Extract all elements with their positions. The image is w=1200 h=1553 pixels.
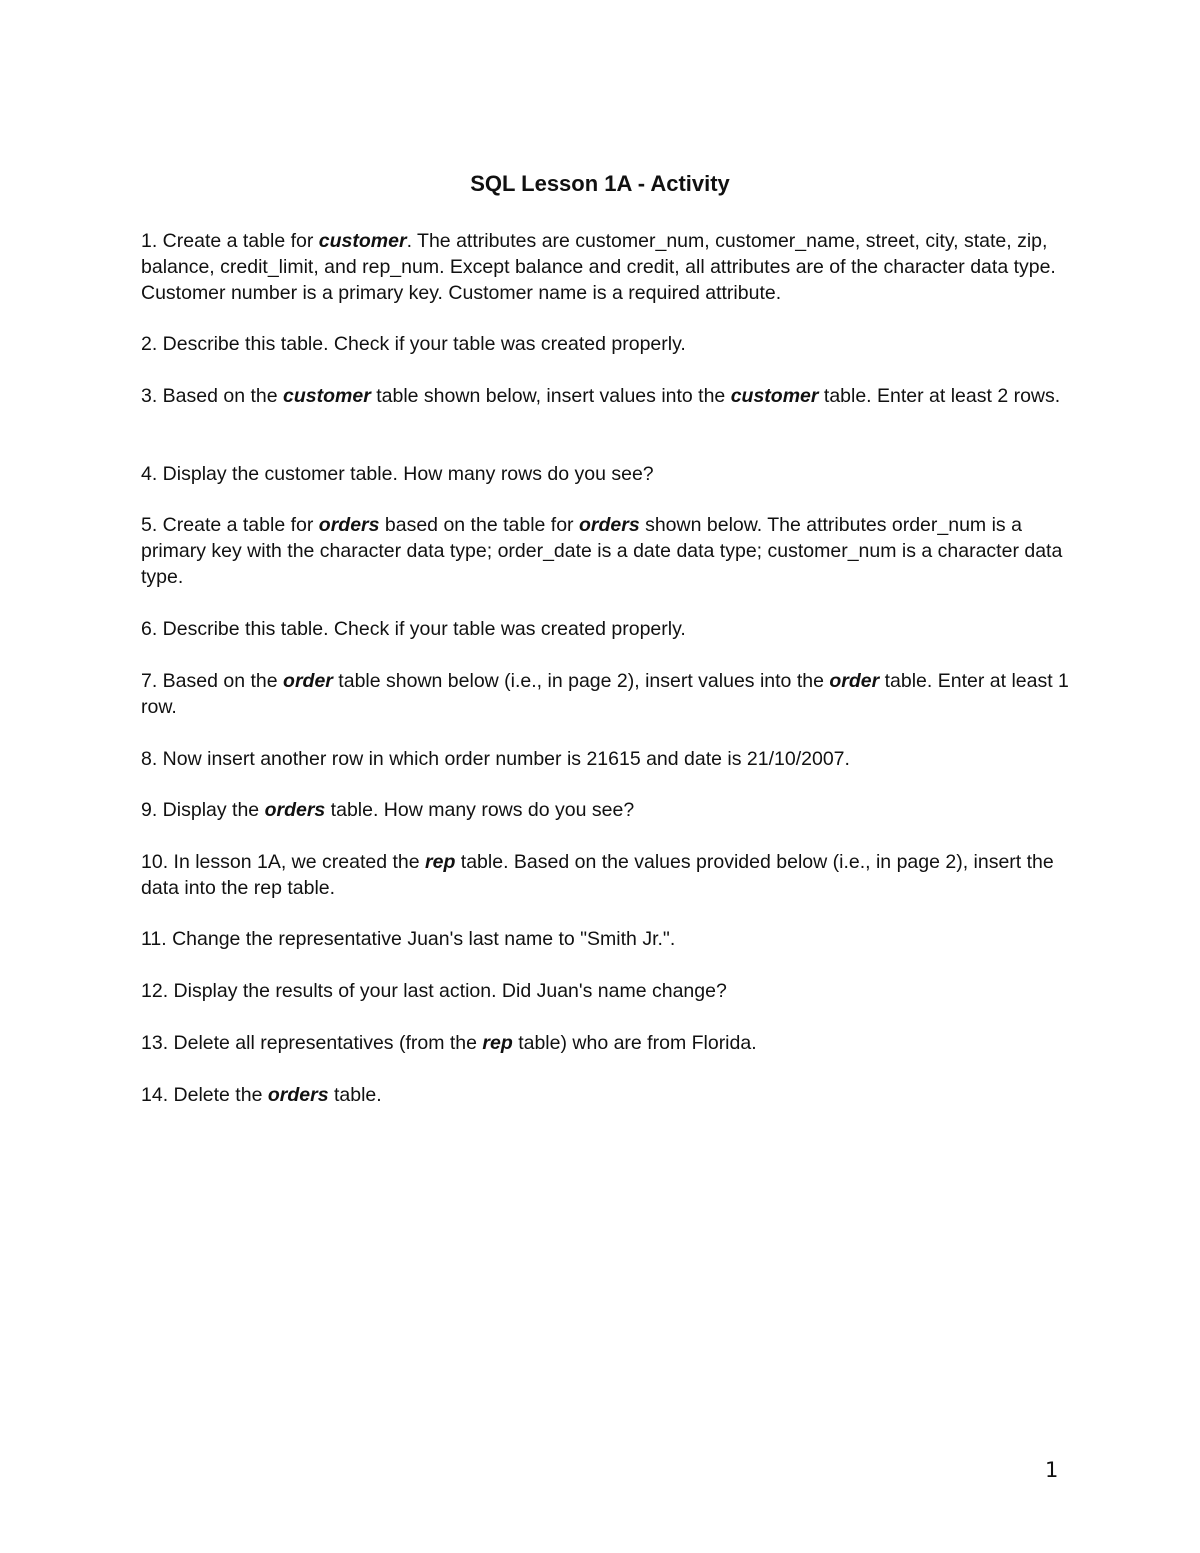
emphasis-text: order [283, 670, 333, 692]
question-text: 12. Display the results of your last action. Did Juan's name change? [141, 980, 727, 1002]
question-text: table shown below, insert values into the [370, 385, 731, 407]
question-11 [141, 926, 1071, 952]
question-text: 11. Change the representative Juan's last name to "Smith Jr.". [141, 928, 676, 950]
page-title: SQL Lesson 1A - Activity [470, 171, 730, 196]
question-text: 7. Based on the [141, 670, 284, 692]
question-text: 9. Display the [141, 799, 265, 821]
question-text: table. How many rows do you see? [325, 799, 635, 821]
question-text: 13. Delete all representatives (from the [141, 1032, 483, 1054]
question-3 [141, 383, 1071, 409]
question-text: 5. Create a table for [141, 514, 319, 536]
question-14 [141, 1082, 1071, 1108]
emphasis-text: customer [730, 385, 819, 407]
question-text: table. [328, 1084, 382, 1106]
question-text: 2. Describe this table. Check if your table was created properly. [141, 333, 686, 355]
question-text: 3. Based on the [141, 385, 284, 407]
emphasis-text: orders [578, 514, 640, 536]
question-text: shown below. The attributes order_num is a primary key with the character data type; order_date is a date data type; customer_num is a character data type. [141, 514, 1068, 588]
emphasis-text: order [829, 670, 880, 692]
emphasis-text: orders [267, 1084, 329, 1106]
page-number: 1 [1045, 1458, 1059, 1482]
question-9 [141, 797, 1071, 823]
question-text: 1. Create a table for [141, 230, 319, 252]
question-text: 8. Now insert another row in which order number is 21615 and date is 21/10/2007. [141, 748, 850, 770]
question-text: table. Based on the values provided below (i.e., in page 2), insert the data into the rep table. [141, 851, 1060, 899]
question-5 [141, 512, 1071, 590]
question-text: . The attributes are customer_num, customer_name, street, city, state, zip, balance, credit_limit, and rep_num. Except balance and credit, all attributes are of the character data type. Customer number is a primary key. Customer name is a required attribute. [141, 230, 1062, 304]
question-10 [141, 849, 1071, 901]
emphasis-text: orders [318, 514, 380, 536]
emphasis-text: orders [264, 799, 326, 821]
question-text: table. Enter at least 2 rows. [818, 385, 1061, 407]
emphasis-text: rep [425, 851, 456, 873]
question-2 [141, 331, 1071, 357]
emphasis-text: customer [318, 230, 407, 252]
question-text: 4. Display the customer table. How many rows do you see? [141, 463, 654, 485]
question-12 [141, 978, 1071, 1004]
question-text: table) who are from Florida. [512, 1032, 757, 1054]
question-text: based on the table for [379, 514, 579, 536]
emphasis-text: rep [482, 1032, 513, 1054]
question-1 [141, 228, 1071, 306]
question-text: 6. Describe this table. Check if your table was created properly. [141, 618, 686, 640]
question-text: table shown below (i.e., in page 2), insert values into the [332, 670, 830, 692]
question-6 [141, 616, 1071, 642]
question-text: 14. Delete the [141, 1084, 268, 1106]
question-text: table. Enter at least 1 row. [141, 670, 1075, 718]
question-8 [141, 746, 1071, 772]
question-7 [141, 668, 1075, 720]
question-text: 10. In lesson 1A, we created the [141, 851, 426, 873]
question-4 [141, 461, 1071, 487]
question-13 [141, 1030, 1071, 1056]
emphasis-text: customer [283, 385, 371, 407]
